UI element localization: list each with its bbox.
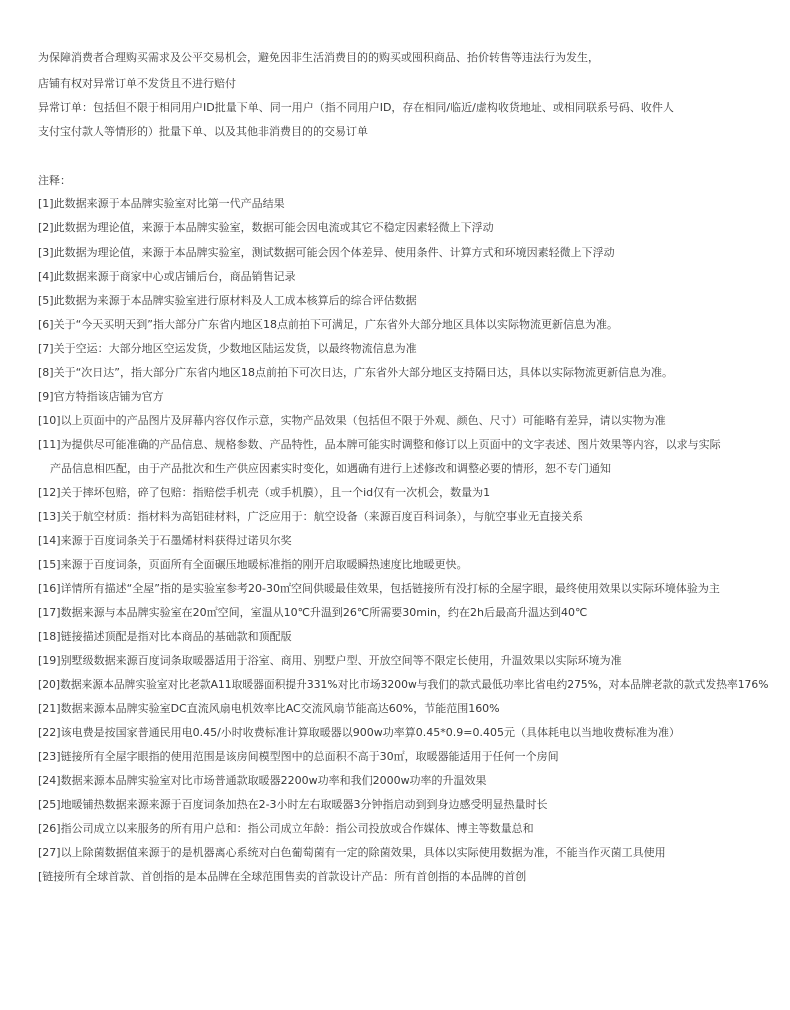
notes-heading: 注释：: [38, 174, 71, 187]
note-27: [27]以上除菌数据值来源于的是机器离心系统对白色葡萄菌有一定的除菌效果，具体以实际使用数据为准，不能当作灭菌工具使用: [38, 846, 666, 859]
note-17: [17]数据来源与本品牌实验室在20㎡空间，室温从10℃升温到26℃所需要30min，约在2h后最高升温达到40℃: [38, 606, 588, 619]
note-18: [18]链接描述顶配是指对比本商品的基础款和顶配版: [38, 630, 292, 643]
note-3: [3]此数据为理论值，来源于本品牌实验室，测试数据可能会因个体差异、使用条件、计算方式和环境因素轻微上下浮动: [38, 246, 615, 259]
note-20: [20]数据来源本品牌实验室对比老款A11取暖器面积提升331%对比市场3200w与我们的款式最低功率比省电约275%，对本品牌老款的款式发热率176%: [38, 678, 769, 691]
intro-line-4: 支付宝付款人等情形的）批量下单、以及其他非消费目的的交易订单: [38, 125, 368, 138]
note-1: [1]此数据来源于本品牌实验室对比第一代产品结果: [38, 197, 285, 210]
note-13: [13]关于航空材质：指材料为高铝硅材料，广泛应用于：航空设备（来源百度百科词条），与航空事业无直接关系: [38, 510, 584, 523]
note-22: [22]该电费是按国家普通民用电0.45/小时收费标准计算取暖器以900w功率算0.45*0.9=0.405元（具体耗电以当地收费标准为准）: [38, 726, 680, 739]
note-26: [26]指公司成立以来服务的所有用户总和：指公司成立年龄：指公司投放或合作媒体、博主等数量总和: [38, 822, 534, 835]
note-24: [24]数据来源本品牌实验室对比市场普通款取暖器2200w功率和我们2000w功率的升温效果: [38, 774, 487, 787]
note-7: [7]关于空运：大部分地区空运发货，少数地区陆运发货，以最终物流信息为准: [38, 342, 417, 355]
intro-line-3: 异常订单：包括但不限于相同用户ID批量下单、同一用户（指不同用户ID，存在相同/临近/虚构收货地址、或相同联系号码、收件人: [38, 101, 674, 114]
intro-line-1: 为保障消费者合理购买需求及公平交易机会，避免因非生活消费目的的购买或囤积商品、抬价转售等违法行为发生，: [38, 51, 599, 64]
note-14: [14]来源于百度词条关于石墨烯材料获得过诺贝尔奖: [38, 534, 292, 547]
note-25: [25]地暖铺热数据来源来源于百度词条加热在2-3小时左右取暖器3分钟指启动到到身边感受明显热量时长: [38, 798, 548, 811]
note-15: [15]来源于百度词条，页面所有全面碾压地暖标准指的刚开启取暖瞬热速度比地暖更快。: [38, 558, 468, 571]
intro-line-2: 店铺有权对异常订单不发货且不进行赔付: [38, 77, 236, 90]
note-12: [12]关于摔坏包赔，碎了包赔：指赔偿手机壳（或手机膜），且一个id仅有一次机会，数量为1: [38, 486, 491, 499]
note-21: [21]数据来源本品牌实验室DC直流风扇电机效率比AC交流风扇节能高达60%，节能范围160%: [38, 702, 500, 715]
note-4: [4]此数据来源于商家中心或店铺后台，商品销售记录: [38, 270, 296, 283]
note-23: [23]链接所有全屋字眼指的使用范围是该房间模型图中的总面积不高于30㎡，取暖器能适用于任何一个房间: [38, 750, 559, 763]
note-5: [5]此数据为来源于本品牌实验室进行原材料及人工成本核算后的综合评估数据: [38, 294, 417, 307]
note-first-design: [链接所有全球首款、首创指的是本品牌在全球范围售卖的首款设计产品：所有首创指的本品牌的首创: [38, 870, 527, 883]
note-11-continued: 产品信息相匹配，由于产品批次和生产供应因素实时变化，如遇确有进行上述修改和调整必要的情形，恕不专门通知: [50, 462, 611, 475]
note-11: [11]为提供尽可能准确的产品信息、规格参数、产品特性，品本牌可能实时调整和修订以上页面中的文字表述、图片效果等内容，以求与实际: [38, 438, 721, 451]
note-2: [2]此数据为理论值，来源于本品牌实验室，数据可能会因电流或其它不稳定因素轻微上下浮动: [38, 221, 494, 234]
note-19: [19]别墅级数据来源百度词条取暖器适用于浴室、商用、别墅户型、开放空间等不限定长使用，升温效果以实际环境为准: [38, 654, 622, 667]
note-10: [10]以上页面中的产品图片及屏幕内容仅作示意，实物产品效果（包括但不限于外观、颜色、尺寸）可能略有差异，请以实物为准: [38, 414, 666, 427]
note-6: [6]关于“今天买明天到”指大部分广东省内地区18点前拍下可满足，广东省外大部分地区具体以实际物流更新信息为准。: [38, 318, 618, 331]
note-9: [9]官方特指该店铺为官方: [38, 390, 164, 403]
note-16: [16]详情所有描述“全屋”指的是实验室参考20-30㎡空间供暖最佳效果，包括链接所有没打标的全屋字眼，最终使用效果以实际环境体验为主: [38, 582, 720, 595]
note-8: [8]关于“次日达”，指大部分广东省内地区18点前拍下可次日达，广东省外大部分地区支持隔日达，具体以实际物流更新信息为准。: [38, 366, 673, 379]
